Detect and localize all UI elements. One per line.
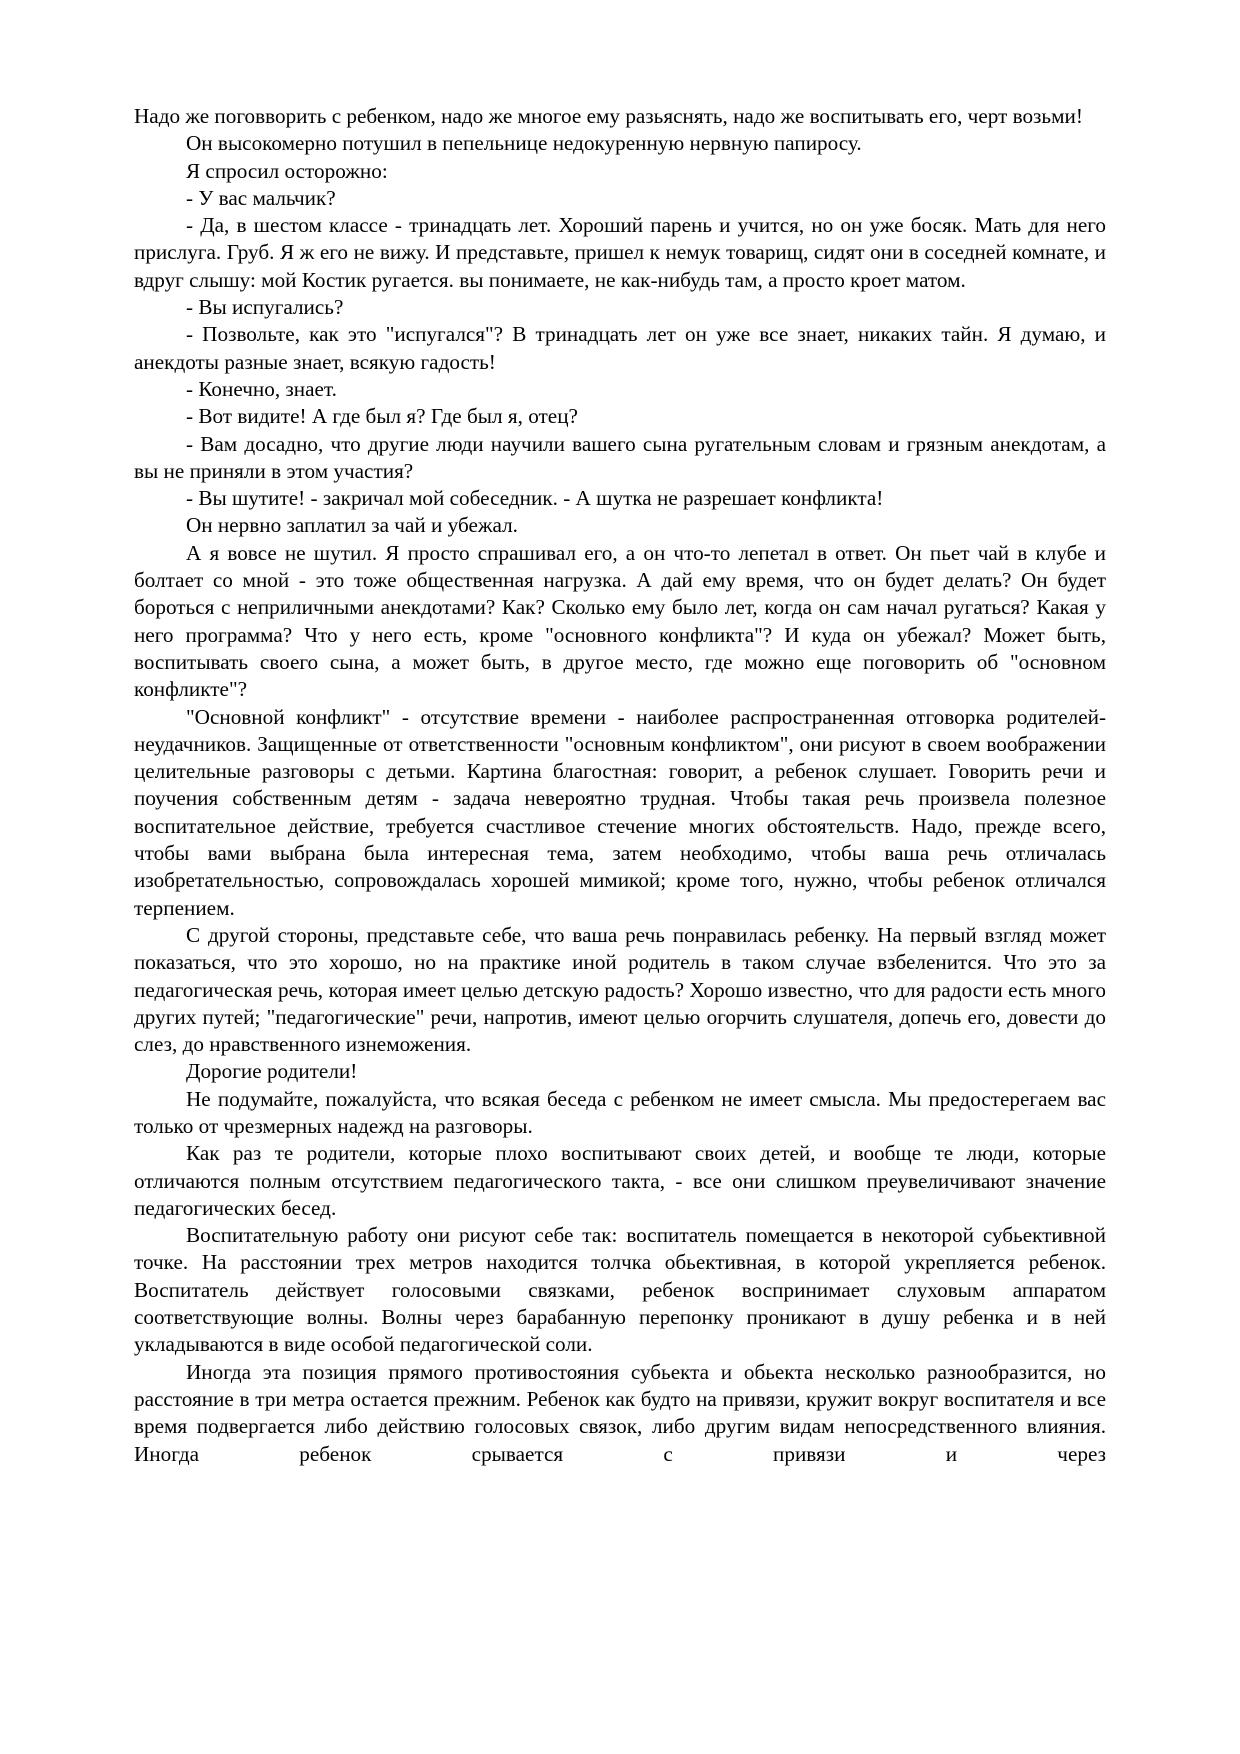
paragraph: - Вот видите! А где был я? Где был я, отец? bbox=[186, 404, 578, 429]
paragraph: С другой стороны, представьте себе, что ваша речь понравилась ребенку. На первый взгляд может показаться, что это хорошо, но на практике иной родитель в таком случае взбеленится. Что это за педагогическая речь, которая имеет целью детскую радость? Хорошо известно, что для радости есть много других путей; "педагогические" речи, напротив, имеют целью огорчить слушателя, допечь его, довести до слез, до нравственного изнеможения. bbox=[134, 922, 1106, 1057]
paragraph: Воспитательную работу они рисуют себе так: воспитатель помещается в некоторой субьективной точке. На расстоянии трех метров находится толчка обьективная, в которой укрепляется ребенок. Воспитатель действует голосовыми связками, ребенок воспринимает слуховым аппаратом соответствующие волны. Волны через барабанную перепонку проникают в душу ребенка и в ней укладываются в виде особой педагогической соли. bbox=[134, 1223, 1106, 1357]
paragraph: - Вам досадно, что другие люди научили вашего сына ругательным словам и грязным анекдотам, а вы не приняли в этом участия? bbox=[134, 431, 1106, 483]
paragraph: Иногда эта позиция прямого противостояния субьекта и обьекта несколько разнообразится, но расстояние в три метра остается прежним. Ребенок как будто на привязи, кружит вокруг воспитателя и все время подвергается либо действию голосовых связок, либо другим видам непосредственного влияния. Иногда ребенок срывается с привязи и через bbox=[134, 1359, 1106, 1466]
document-text-column bbox=[134, 103, 1106, 1468]
paragraph: - Конечно, знает. bbox=[186, 376, 337, 401]
paragraph: - Вы шутите! - закричал мой собеседник. - А шутка не разрешает конфликта! bbox=[186, 486, 884, 511]
paragraph: "Основной конфликт" - отсутствие времени - наиболее распространенная отговорка родителей-неудачников. Защищенные от ответственности "основным конфликтом", они рисуют в своем воображении целительные разговоры с детьми. Картина благостная: говорит, а ребенок слушает. Говорить речи и поучения собственным детям - задача невероятно трудная. Чтобы такая речь произвела полезное воспитательное действие, требуется счастливое стечение многих обстоятельств. Надо, прежде всего, чтобы вами выбрана была интересная тема, затем необходимо, чтобы ваша речь отличалась изобретательностью, сопровождалась хорошей мимикой; кроме того, нужно, чтобы ребенок отличался терпением. bbox=[134, 704, 1106, 920]
paragraph: Дорогие родители! bbox=[186, 1059, 358, 1084]
paragraph: - Вы испугались? bbox=[186, 295, 344, 320]
paragraph: Я спросил осторожно: bbox=[186, 158, 388, 183]
paragraph: - Позвольте, как это "испугался"? В тринадцать лет он уже все знает, никаких тайн. Я думаю, и анекдоты разные знает, всякую гадость! bbox=[134, 322, 1106, 374]
paragraph: Он высокомерно потушил в пепельнице недокуренную нервную папиросу. bbox=[186, 131, 862, 156]
paragraph: А я вовсе не шутил. Я просто спрашивал его, а он что-то лепетал в ответ. Он пьет чай в клубе и болтает со мной - это тоже общественная нагрузка. А дай ему время, что он будет делать? Он будет бороться с неприличными анекдотами? Как? Сколько ему было лет, когда он сам начал ругаться? Какая у него программа? Что у него есть, кроме "основного конфликта"? И куда он убежал? Может быть, воспитывать своего сына, а может быть, в другое место, где можно еще поговорить об "основном конфликте"? bbox=[134, 540, 1106, 702]
paragraph: Не подумайте, пожалуйста, что всякая беседа с ребенком не имеет смысла. Мы предостерегаем вас только от чрезмерных надежд на разговоры. bbox=[134, 1086, 1106, 1138]
paragraph: - У вас мальчик? bbox=[186, 185, 336, 210]
paragraph: Как раз те родители, которые плохо воспитывают своих детей, и вообще те люди, которые отличаются полным отсутствием педагогического такта, - все они слишком преувеличивают значение педагогических бесед. bbox=[134, 1141, 1106, 1220]
paragraph: Надо же поговворить с ребенком, надо же многое ему разьяснять, надо же воспитывать его, черт возьми! bbox=[134, 104, 1083, 128]
paragraph: - Да, в шестом классе - тринадцать лет. Хороший парень и учится, но он уже босяк. Мать для него прислуга. Груб. Я ж его не вижу. И представьте, пришел к немук товарищ, сидят они в соседней комнате, и вдруг слышу: мой Костик ругается. вы понимаете, не как-нибудь там, а просто кроет матом. bbox=[134, 213, 1106, 292]
paragraph: Он нервно заплатил за чай и убежал. bbox=[186, 513, 518, 538]
